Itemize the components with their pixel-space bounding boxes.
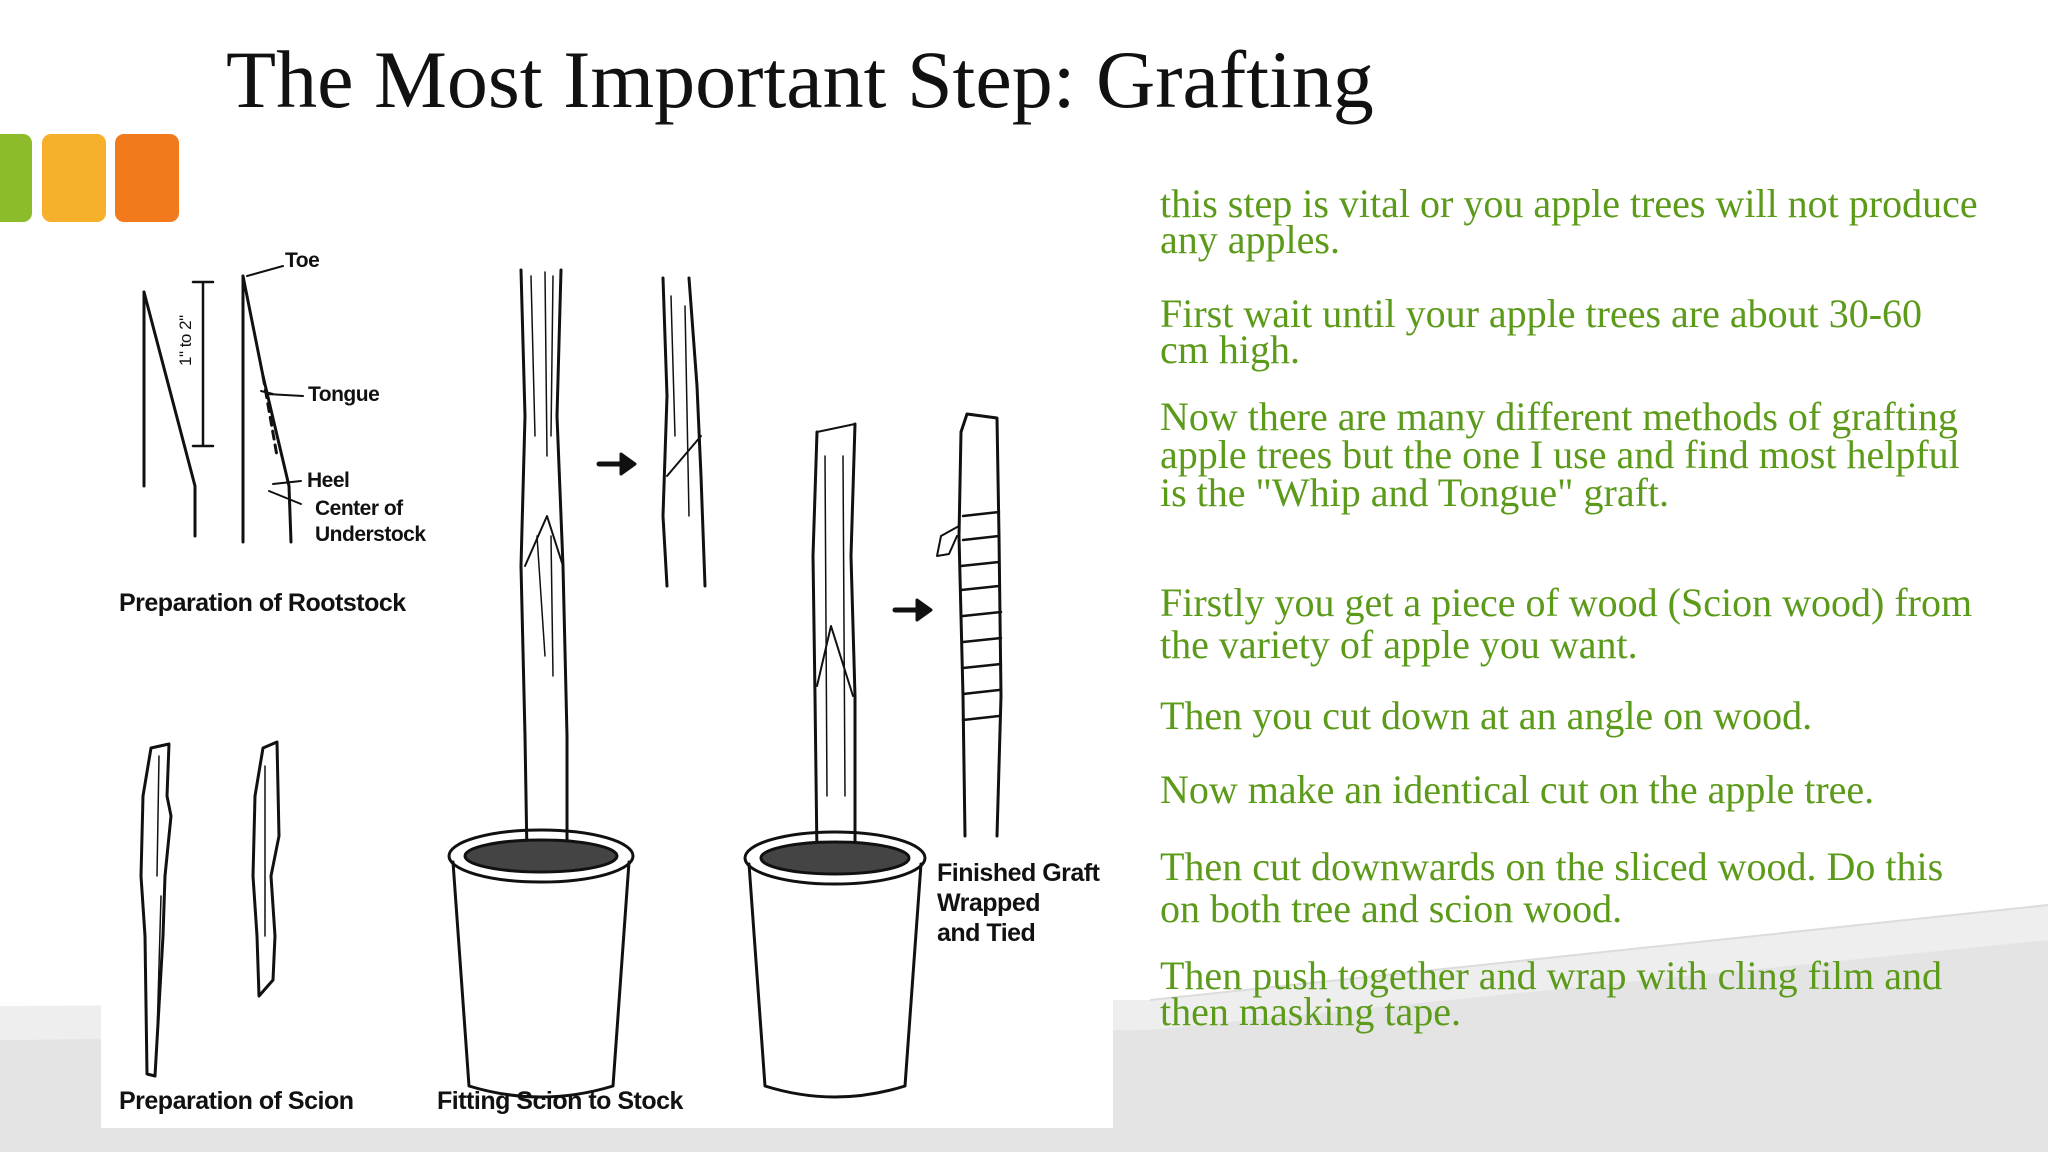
label-finished-2: Wrapped <box>937 889 1040 917</box>
stock-with-scion <box>813 424 855 856</box>
label-tongue: Tongue <box>308 383 380 406</box>
body-paragraph-3: Now there are many different methods of grafting apple trees but the one I use and find most helpful is the "Whip and Tongue" graft. <box>1160 394 1960 515</box>
label-center-of: Center of <box>315 497 403 520</box>
scion-right <box>253 742 279 996</box>
pot-left <box>449 830 633 1097</box>
label-understock: Understock <box>315 523 426 546</box>
accent-square-green <box>0 134 32 222</box>
label-finished-1: Finished Graft <box>937 859 1100 887</box>
accent-square-yellow <box>42 134 106 222</box>
accent-square-orange <box>115 134 179 222</box>
slide-title: The Most Important Step: Grafting <box>226 34 1374 125</box>
label-length: 1" to 2" <box>176 315 195 366</box>
body-paragraph-7: Then cut downwards on the sliced wood. Do this on both tree and scion wood. <box>1160 844 1944 931</box>
body-paragraph-4: Firstly you get a piece of wood (Scion wood) from the variety of apple you want. <box>1160 580 1973 667</box>
body-paragraph-2: First wait until your apple trees are about 30-60 cm high. <box>1160 291 1923 372</box>
rootstock-cut-right <box>243 276 291 542</box>
body-paragraph-1: this step is vital or you apple trees will not produce any apples. <box>1160 181 1978 262</box>
fitted-piece <box>663 278 705 586</box>
finished-graft <box>937 414 1001 836</box>
label-toe: Toe <box>285 249 320 272</box>
pot-right <box>745 832 925 1097</box>
label-fitting: Fitting Scion to Stock <box>437 1087 683 1115</box>
label-prep-rootstock: Preparation of Rootstock <box>119 589 406 617</box>
scion-left <box>141 744 171 1076</box>
fitting-stock <box>521 270 567 856</box>
label-finished-3: and Tied <box>937 919 1036 947</box>
grafting-drawing <box>101 236 1113 1128</box>
label-heel: Heel <box>307 469 350 492</box>
body-paragraph-6: Now make an identical cut on the apple tree. <box>1160 767 1875 812</box>
grafting-illustration <box>101 236 1113 1128</box>
body-paragraph-5: Then you cut down at an angle on wood. <box>1160 693 1813 738</box>
body-paragraph-8: Then push together and wrap with cling film and then masking tape. <box>1160 953 1943 1034</box>
label-prep-scion: Preparation of Scion <box>119 1087 354 1115</box>
